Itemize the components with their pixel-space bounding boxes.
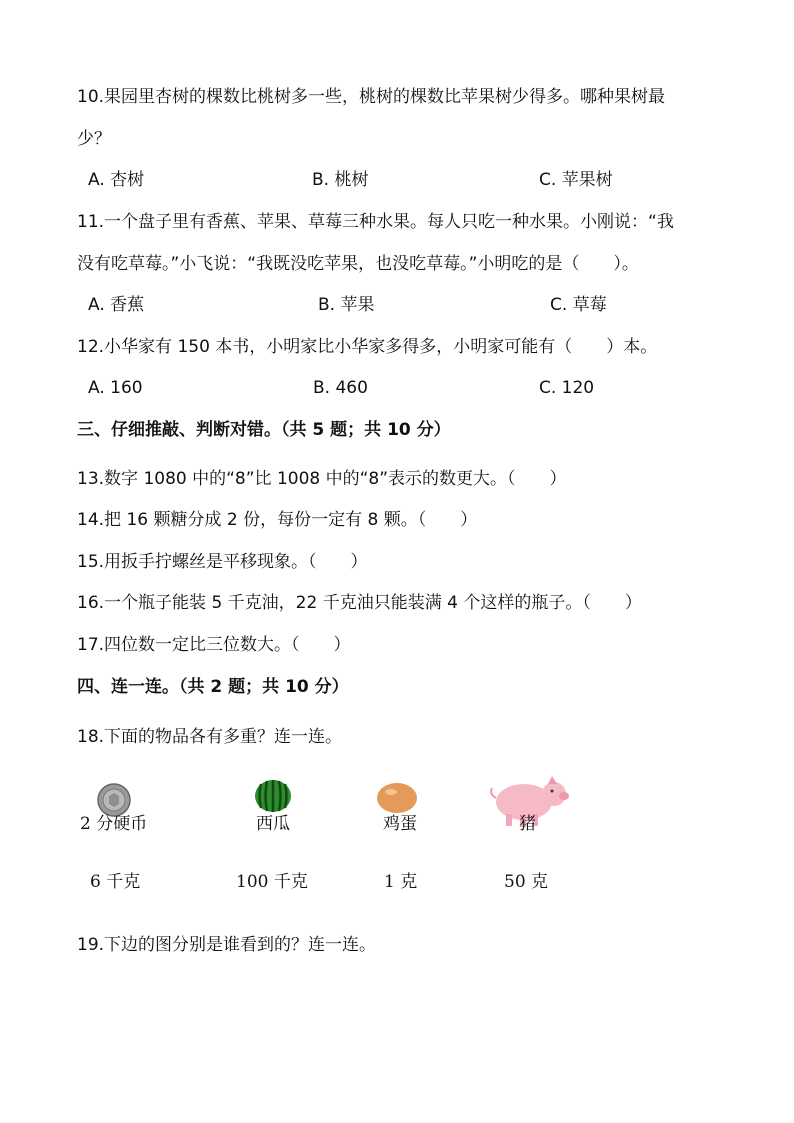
q10-option-b: B. 桃树 (312, 170, 369, 190)
q15-text: 15.用扳手拧螺丝是平移现象。（ ） (77, 552, 368, 572)
q17-text: 17.四位数一定比三位数大。（ ） (77, 635, 351, 655)
watermelon-icon (253, 778, 293, 814)
q19-text: 19.下边的图分别是谁看到的？连一连。 (77, 935, 377, 955)
q11-text-line1: 11.一个盘子里有香蕉、苹果、草莓三种水果。每人只吃一种水果。小刚说：“我 (77, 212, 674, 232)
item-label-coin: 2 分硬币 (80, 814, 148, 834)
q12-option-b: B. 460 (313, 378, 368, 398)
weight-label-1: 6 千克 (90, 872, 141, 892)
q10-option-a: A. 杏树 (88, 170, 145, 190)
egg-icon (376, 780, 418, 814)
q12-option-a: A. 160 (88, 378, 143, 398)
q10-option-c: C. 苹果树 (539, 170, 613, 190)
section-3-heading: 三、仔细推敲、判断对错。（共 5 题；共 10 分） (77, 420, 451, 440)
weight-label-4: 50 克 (504, 872, 549, 892)
q10-text-line1: 10.果园里杏树的棵数比桃树多一些，桃树的棵数比苹果树少得多。哪种果树最 (77, 87, 666, 107)
q11-option-a: A. 香蕉 (88, 295, 145, 315)
section-4-heading: 四、连一连。（共 2 题；共 10 分） (77, 677, 349, 697)
q13-text: 13.数字 1080 中的“8”比 1008 中的“8”表示的数更大。（ ） (77, 469, 567, 489)
item-label-watermelon: 西瓜 (256, 814, 290, 834)
q11-option-b: B. 苹果 (318, 295, 375, 315)
item-label-pig: 猪 (519, 814, 536, 834)
q12-option-c: C. 120 (539, 378, 595, 398)
q16-text: 16.一个瓶子能装 5 千克油，22 千克油只能装满 4 个这样的瓶子。（ ） (77, 593, 642, 613)
q11-option-c: C. 草莓 (550, 295, 607, 315)
q10-text-line2: 少？ (77, 129, 111, 149)
q14-text: 14.把 16 颗糖分成 2 份，每份一定有 8 颗。（ ） (77, 510, 478, 530)
q12-text: 12.小华家有 150 本书，小明家比小华家多得多，小明家可能有（ ）本。 (77, 337, 658, 357)
item-label-egg: 鸡蛋 (383, 814, 417, 834)
q11-text-line2: 没有吃草莓。”小飞说：“我既没吃苹果，也没吃草莓。”小明吃的是（ ）。 (77, 254, 639, 274)
weight-label-2: 100 千克 (236, 872, 308, 892)
weight-label-3: 1 克 (384, 872, 418, 892)
q18-text: 18.下面的物品各有多重？连一连。 (77, 727, 343, 747)
